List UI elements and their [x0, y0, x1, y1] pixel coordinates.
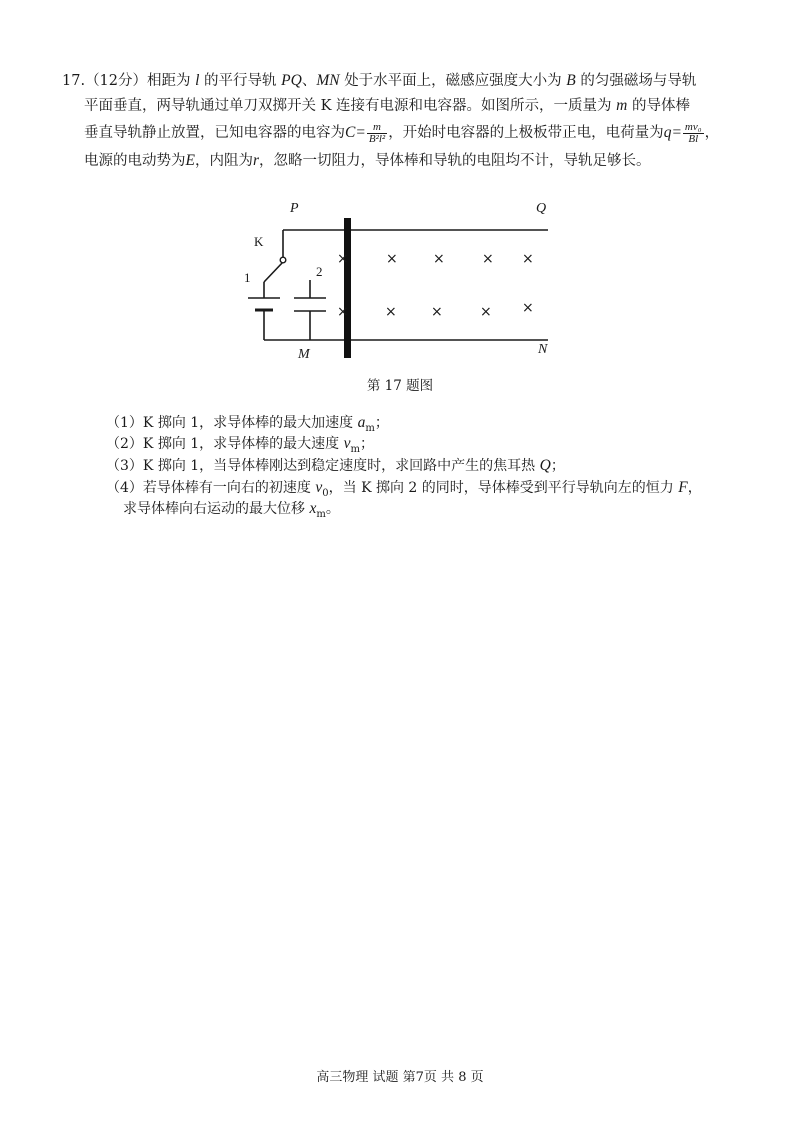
question-stem	[62, 68, 762, 173]
symbol-PQ: PQ	[281, 72, 302, 89]
stem-line-2	[62, 93, 762, 118]
subscript: m	[365, 422, 375, 434]
symbol-F: F	[678, 479, 688, 496]
field-mark: ×	[337, 304, 349, 320]
text: 的匀强磁场与导轨	[580, 73, 697, 89]
text: ；	[374, 415, 389, 431]
label-Q: Q	[536, 201, 547, 216]
label-N: N	[538, 342, 548, 357]
text: 求导体棒向右运动的最大位移	[123, 501, 310, 517]
label-1: 1	[244, 270, 251, 285]
field-mark: ×	[482, 251, 494, 267]
switch-pivot	[280, 257, 286, 263]
symbol-l: l	[195, 72, 200, 89]
field-mark: ×	[385, 304, 397, 320]
text: ；	[360, 436, 374, 452]
text: ，忽略一切阻力，导体棒和导轨的电阻均不计，导轨足够长。	[259, 153, 651, 169]
symbol-r: r	[252, 152, 260, 169]
symbol-v: v	[343, 435, 351, 452]
text: ，内阻为	[194, 153, 253, 169]
field-mark: ×	[522, 251, 534, 267]
subscript: 0	[322, 487, 329, 499]
text: （3）K 掷向 1，当导体棒刚达到稳定速度时，求回路中产生的焦耳热	[106, 458, 540, 474]
text: 的导体棒	[631, 98, 690, 114]
capacitance-fraction	[367, 122, 387, 145]
symbol-x: x	[309, 500, 317, 517]
field-mark: ×	[386, 251, 398, 267]
text: ，	[704, 125, 720, 141]
fraction-denominator: Bl	[688, 132, 699, 145]
question-score: （12分）	[85, 73, 148, 89]
field-mark: ×	[433, 251, 445, 267]
subscript: m	[350, 443, 360, 455]
charge-fraction	[683, 122, 704, 145]
symbol-q: q=	[663, 124, 682, 141]
label-P: P	[290, 201, 299, 216]
text: 电源的电动势为	[84, 153, 186, 169]
text: 的平行导轨	[204, 73, 277, 89]
subquestion-4-cont	[123, 498, 340, 525]
text: ，	[687, 480, 702, 496]
fraction-denominator: B²l²	[368, 132, 386, 145]
question-number: 17.	[62, 73, 86, 89]
text: 平面垂直，两导轨通过单刀双掷开关 K 连接有电源和电容器。如图所示，一质量为	[84, 98, 612, 114]
field-mark: ×	[522, 300, 534, 316]
text: 。	[325, 501, 340, 517]
field-mark: ×	[480, 304, 492, 320]
field-mark: ×	[431, 304, 443, 320]
text: ，开始时电容器的上极板带正电，电荷量为	[388, 125, 664, 141]
subscript: m	[316, 508, 326, 520]
magnetic-field	[337, 251, 534, 320]
symbol-C: C=	[345, 124, 366, 141]
subquestion-3	[106, 455, 565, 477]
symbol-m: m	[616, 97, 628, 114]
symbol-E: E	[185, 152, 195, 169]
text: 、	[301, 73, 317, 89]
conductor-bar	[344, 218, 351, 358]
symbol-v: v	[315, 479, 323, 496]
symbol-MN: MN	[316, 72, 340, 89]
label-K: K	[254, 234, 264, 249]
label-2: 2	[316, 264, 323, 279]
page-footer: 高三物理 试题 第7页 共 8 页	[316, 1070, 484, 1085]
symbol-B: B	[566, 72, 576, 89]
stem-line-3	[62, 118, 762, 148]
figure-caption: 第 17 题图	[366, 378, 434, 394]
label-M: M	[298, 347, 310, 362]
symbol-Q: Q	[539, 457, 551, 474]
fraction-numerator: mv₀	[684, 120, 702, 133]
symbol-a: a	[357, 414, 366, 431]
text: （1）K 掷向 1，求导体棒的最大加速度	[106, 415, 358, 431]
switch-blade	[264, 262, 283, 282]
text: （4）若导体棒有一向右的初速度	[106, 480, 316, 496]
stem-line-1	[62, 68, 762, 93]
stem-line-4	[62, 148, 762, 173]
text: 处于水平面上，磁感应强度大小为	[344, 73, 562, 89]
field-mark: ×	[337, 251, 349, 267]
fraction-numerator: m	[367, 122, 387, 134]
text: ，当 K 掷向 2 的同时，导体棒受到平行导轨向左的恒力	[328, 480, 679, 496]
text: （2）K 掷向 1，求导体棒的最大速度	[106, 436, 344, 452]
text: 相距为	[147, 73, 191, 89]
text: ；	[550, 458, 565, 474]
text: 垂直导轨静止放置，已知电容器的电容为	[84, 125, 345, 141]
circuit-figure	[230, 190, 570, 370]
